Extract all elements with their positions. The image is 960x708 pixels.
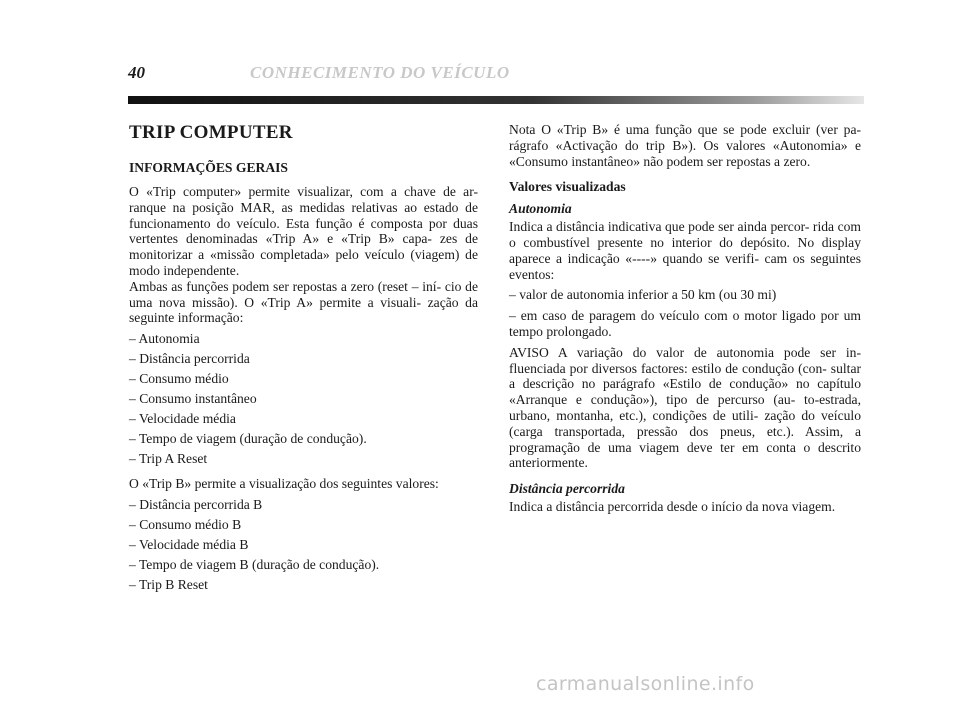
- intro-paragraph: O «Trip computer» permite visualizar, com a chave de ar- ranque na posição MAR, as medidas relativas ao estado de funcionamento do veículo. Esta função é composta por duas vertentes denominadas «Trip A» e «Trip B» capa- zes de monitorizar a «missão completada» pelo veículo (viagem) de modo independente.: [129, 184, 478, 278]
- page-number: 40: [128, 63, 145, 82]
- section-header: CONHECIMENTO DO VEÍCULO: [250, 63, 510, 82]
- list-item: – Trip A Reset: [129, 451, 208, 467]
- list-item: – Consumo instantâneo: [129, 391, 257, 407]
- left-column: [129, 122, 478, 597]
- list-item: – Consumo médio B: [129, 516, 242, 532]
- autonomia-heading: Autonomia: [509, 201, 572, 217]
- list-item: – Velocidade média B: [129, 536, 249, 552]
- values-heading: Valores visualizadas: [509, 179, 626, 195]
- autonomia-paragraph: Indica a distância indicativa que pode ser ainda percor- rida com o combustível presente no interior do depósito. No display aparece a indicação «----» quando se verifi- cam os seguintes eventos:: [509, 219, 861, 282]
- list-item: – Trip B Reset: [129, 576, 208, 592]
- aviso-paragraph: AVISO A variação do valor de autonomia pode ser in- fluenciada por diversos factores: estilo de condução (con- sultar a descrição no parágrafo «Estilo de condução» no capítulo «Arranque e condução»), tipo de percurso (au- to-estrada, urbano, montanha, etc.), condições de utili- zação do veículo (carga transportada, pressão dos pneus, etc.). Assim, a programação de uma viagem deve ter em conta o descrito anteriormente.: [509, 344, 861, 471]
- list-item: – Autonomia: [129, 331, 200, 347]
- trip-a-list: [129, 331, 478, 467]
- watermark: carmanualsonline.info: [536, 673, 755, 695]
- header-rule: [128, 96, 864, 104]
- trip-b-list: [129, 497, 478, 593]
- distancia-heading: Distância percorrida: [509, 481, 625, 497]
- distancia-paragraph: Indica a distância percorrida desde o início da nova viagem.: [509, 498, 836, 514]
- right-column: [509, 122, 861, 520]
- list-item: – Velocidade média: [129, 411, 236, 427]
- list-item: – Distância percorrida B: [129, 496, 263, 512]
- section-subtitle: INFORMAÇÕES GERAIS: [129, 160, 288, 175]
- autonomia-bullet: – valor de autonomia inferior a 50 km (ou 30 mi): [509, 287, 777, 303]
- trip-b-paragraph: O «Trip B» permite a visualização dos seguintes valores:: [129, 476, 439, 492]
- note-paragraph: Nota O «Trip B» é uma função que se pode excluir (ver pa- rágrafo «Activação do trip B»). Os valores «Autonomia» e «Consumo instantâneo» não podem ser repostas a zero.: [509, 122, 861, 169]
- list-item: – Distância percorrida: [129, 351, 250, 367]
- page-title: TRIP COMPUTER: [129, 122, 293, 143]
- reset-paragraph: Ambas as funções podem ser repostas a zero (reset – iní- cio de uma nova missão). O «Trip A» permite a visuali- zação da seguinte informação:: [129, 278, 478, 326]
- autonomia-bullet: – em caso de paragem do veículo com o motor ligado por um tempo prolongado.: [509, 308, 861, 339]
- list-item: – Consumo médio: [129, 371, 229, 387]
- list-item: – Tempo de viagem (duração de condução).: [129, 431, 367, 447]
- list-item: – Tempo de viagem B (duração de condução).: [129, 556, 380, 572]
